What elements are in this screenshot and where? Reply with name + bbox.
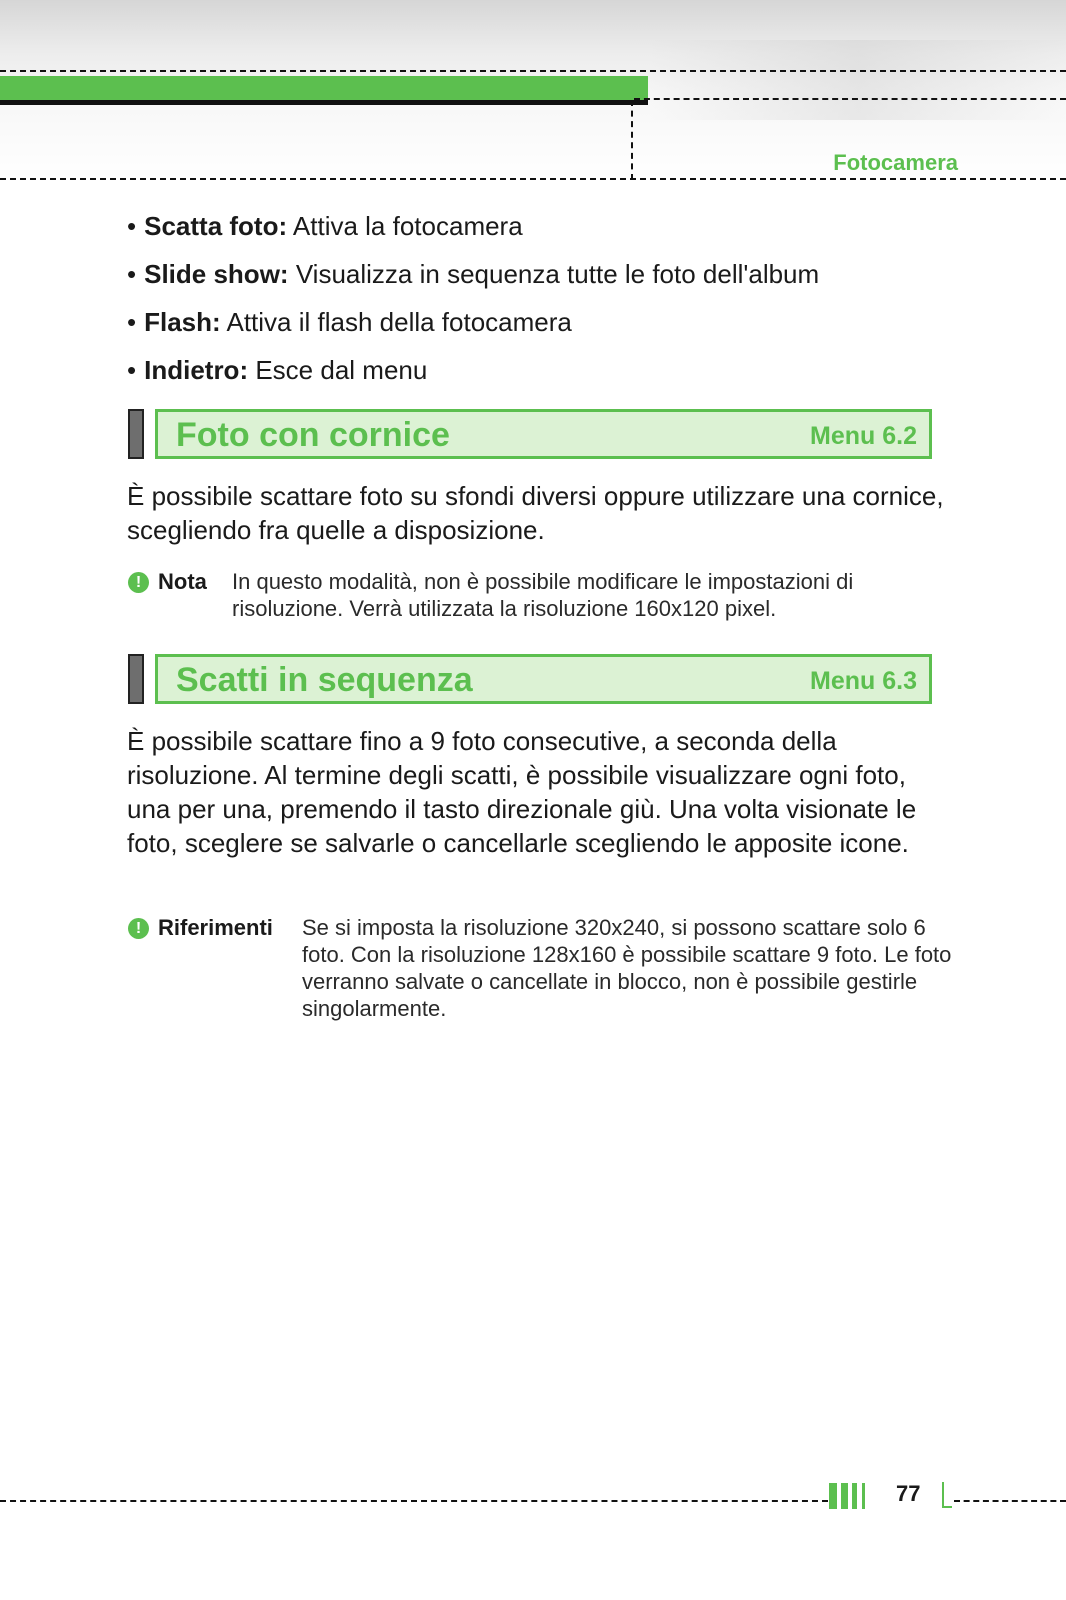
header-dashed-line-bottom [0,178,1066,180]
header-dashed-divider [631,100,633,180]
option-term: Scatta foto: [144,211,288,241]
section-marker [128,409,144,459]
reference-label: Riferimenti [158,915,273,940]
note-text: In questo modalità, non è possibile modificare le impostazioni di risoluzione. Verrà utilizzata la risoluzione 160x120 pixel. [232,569,854,621]
page-number: 77 [896,1481,921,1506]
option-term: Slide show: [144,259,289,289]
section-marker [128,654,144,704]
header-background-highlight [650,40,1066,120]
footer-bar [841,1483,848,1509]
footer-dashed-line-right [954,1500,1066,1502]
section-body: È possibile scattare fino a 9 foto consecutive, a seconda della risoluzione. Al termine degli scatti, è possibile visualizzare ogni foto, una per una, premendo il tasto direzionale giù. Una volta visionate le foto, sceglere se salvarle o cancellarle scegliendo le apposite icone. [127,726,917,858]
option-text: Attiva la fotocamera [292,211,523,241]
chapter-title: Fotocamera [833,150,958,175]
bullet: • [127,211,137,241]
footer-bar [829,1483,837,1509]
section-title: Scatti in sequenza [176,661,473,699]
section-title-box [155,654,932,704]
footer-bar [862,1483,865,1509]
section-title: Foto con cornice [176,416,450,454]
option-text: Attiva il flash della fotocamera [226,307,572,337]
option-text: Esce dal menu [255,355,428,385]
section-menu-number: Menu 6.2 [810,422,917,450]
footer-bar [852,1483,857,1509]
list-item [127,250,987,298]
list-item [127,298,987,346]
header-green-band [0,76,648,105]
section-header-scatti-in-sequenza [128,654,934,704]
section-menu-number: Menu 6.3 [810,667,917,695]
option-term: Indietro: [144,355,249,385]
bullet: • [127,307,137,337]
exclamation-icon: ! [128,918,149,939]
section-body: È possibile scattare foto su sfondi diversi oppure utilizzare una cornice, scegliendo fra quelle a disposizione. [127,481,944,545]
footer-dashed-line-left [0,1500,828,1502]
option-list [127,202,987,394]
header-dashed-line-right [634,98,1066,100]
reference-text: Se si imposta la risoluzione 320x240, si possono scattare solo 6 foto. Con la risoluzione 128x160 è possibile scattare 9 foto. Le foto verranno salvate o cancellate in blocco, non è possibile gestirle singolarmente. [302,915,952,1021]
list-item [127,202,987,250]
option-text: Visualizza in sequenza tutte le foto dell'album [295,259,820,289]
section-header-foto-con-cornice [128,409,934,459]
footer-bracket [942,1482,952,1508]
bullet: • [127,355,137,385]
list-item [127,346,987,394]
section-title-box [155,409,932,459]
bullet: • [127,259,137,289]
header-dashed-line-top [0,70,1066,72]
note-label: Nota [158,569,207,594]
exclamation-icon: ! [128,572,149,593]
option-term: Flash: [144,307,221,337]
